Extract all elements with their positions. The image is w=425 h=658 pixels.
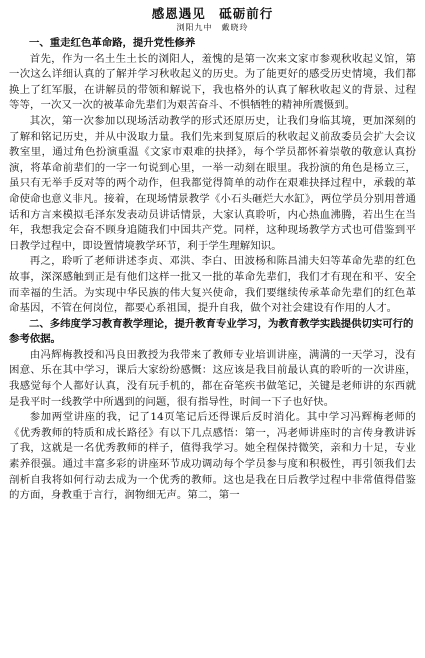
paragraph-2: 其次，第一次参加以现场活动教学的形式还原历史，让我们身临其境，更加深刻的了解和铭记历史，并从中汲取力量。我们先来到复原后的秋收起义前敌委员会扩大会议教室里，通过角色扮演重温《文家市艰难的抉择》，每个学员都怀着崇敬的敬意认真扮演，将革命前辈们的一字一句说到心里，一举一动刻在眼里。我扮演的角色是杨立三，虽只有无举手反对等的两个动作，但我都觉得简单的动作在艰难抉择过程中，承载的革命使命也意义非凡。接着，在现场情景教学《小石头砸烂大水缸》，两位学员分别用普通话和方言来模拟毛泽东发表动员讲话情景，大家认真聆听，内心热血沸腾，若出生在当年，我想我定会奋不顾身追随我们中国共产党。同样，这种现场教学方式也可借鉴到平日教学过程中，即设置情境教学环节，利于学生理解知识。 [9,114,416,252]
paragraph-4: 由冯辉梅教授和冯良田教授为我带来了教师专业培训讲座，满满的一天学习，没有困意、乐在其中学习，课后大家纷纷感慨：这应该是我目前最认真的聆听的一次讲座，我感觉每个人都好认真，没有玩手机的，都在奋笔疾书做笔记，关键是老师讲的东西就是我平时一线教学中所遇到的问题，很有指导性，时间一下子也好快。 [9,348,416,408]
article-author: 浏阳九中 戴晓玲 [176,23,249,32]
article-title: 感恩遇见 砥砺前行 [151,6,274,21]
paragraph-5: 参加两堂讲座的我，记了14页笔记后还得课后反时消化。其中学习冯辉梅老师的《优秀教师的特质和成长路径》有以下几点感悟：第一，冯老师讲座时的言传身教讲诉了我，这就是一名优秀教师的样子，值得我学习。她全程保持微笑，亲和力十足，专业素养很强。通过丰富多彩的讲座环节成功调动每个学员参与度和积极性，再引领我们去剖析自我将如何行动去成为一个优秀的教师。这也是我在日后教学过程中非常值得借鉴的方面，身教重于言行，润物细无声。第二，第一 [9,411,416,502]
section-heading-1: 一、重走红色革命路，提升党性修养 [29,37,196,49]
paragraph-1: 首先，作为一名土生土长的浏阳人，羞愧的是第一次来文家市参观秋收起义馆，第一次这么详细认真的了解并学习秋收起义的历史。为了能更好的感受历史情境，我们都换上了红军服，在讲解员的带领和解说下，我也格外的认真了解秋收起义的背景、过程等等，一次又一次的被革命先辈们为艰苦奋斗、不惧牺牲的精神所震慑到。 [9,52,416,112]
paragraph-3: 再之，聆听了老师讲述李贞、邓洪、李白、田波杨和陈昌浦夫妇等革命先辈的红色故事，深深感触到正是有他们这样一批又一批的革命先辈们，我们才有现在和平、安全而幸福的生活。为实现中华民族的伟大复兴使命，我们要继续传承革命先辈们的红色革命基因，不管在何岗位，都要心系祖国，提升自我，做个对社会建设有作用的人才。 [9,255,416,315]
section-heading-2: 二、多纬度学习教育教学理论，提升教育专业学习，为教育教学实践提供切实可行的参考依据。 [9,317,414,346]
